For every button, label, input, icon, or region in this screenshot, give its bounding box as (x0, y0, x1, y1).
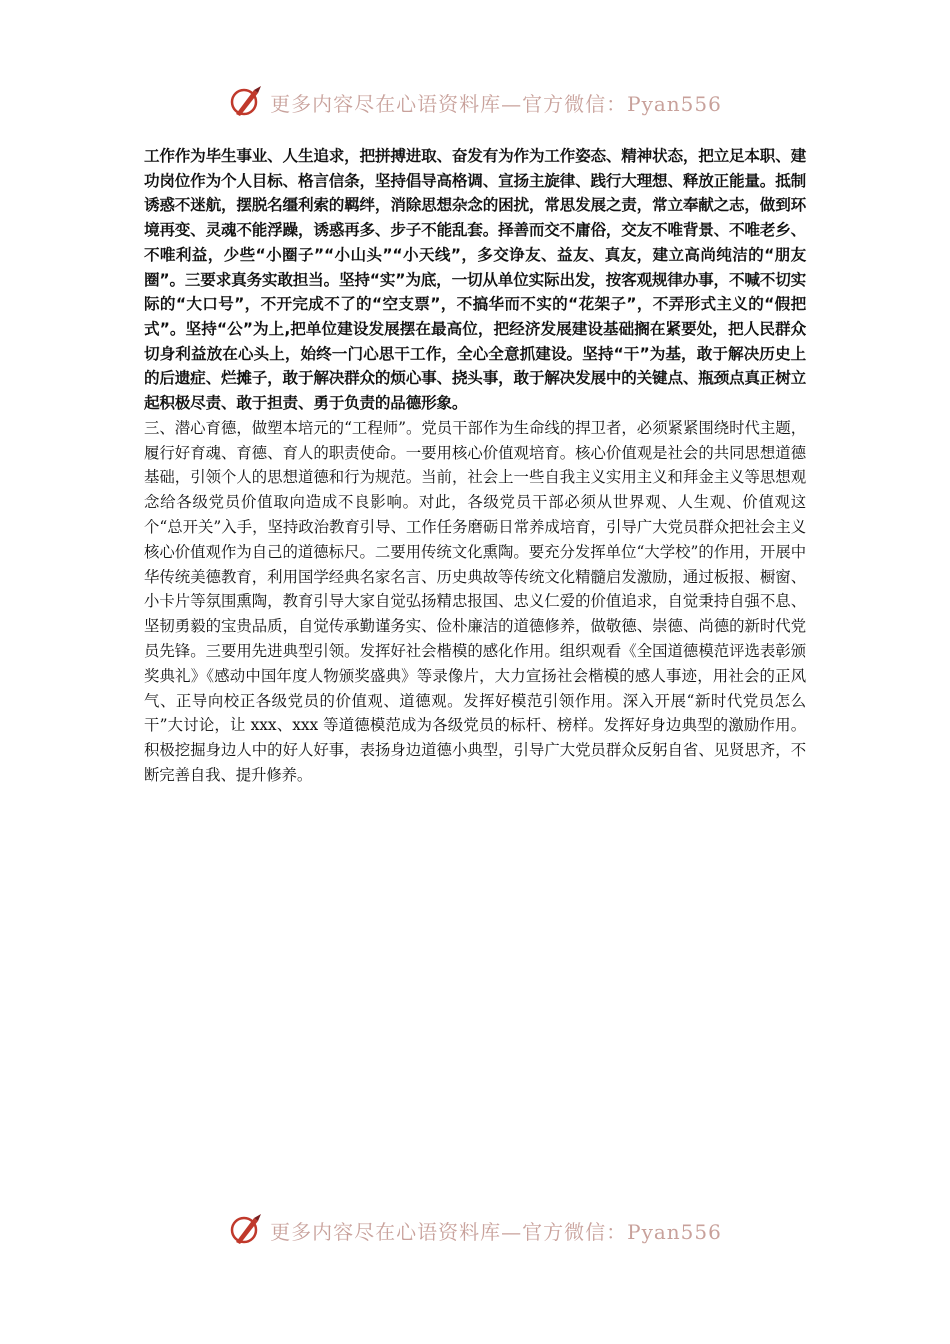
paragraph-section-three: 三、潜心育德，做塑本培元的“工程师”。党员干部作为生命线的捍卫者，必须紧紧围绕时代主题，履行好育魂、育德、育人的职责使命。一要用核心价值观培育。核心价值观是社会的共同思想道德基础，引领个人的思想道德和行为规范。当前，社会上一些自我主义实用主义和拜金主义等思想观念给各级党员价值取向造成不良影响。对此，各级党员干部必须从世界观、人生观、价值观这个“总开关”入手，坚持政治教育引导、工作任务磨砺日常养成培育，引导广大党员群众把社会主义核心价值观作为自己的道德标尺。二要用传统文化熏陶。要充分发挥单位“大学校”的作用，开展中华传统美德教育，利用国学经典名家名言、历史典故等传统文化精髓启发激励，通过板报、橱窗、小卡片等氛围熏陶，教育引导大家自觉弘扬精忠报国、忠义仁爱的价值追求，自觉秉持自强不息、坚韧勇毅的宝贵品质，自觉传承勤谨务实、俭朴廉洁的道德修养，做敬德、崇德、尚德的新时代党员先锋。三要用先进典型引领。发挥好社会楷模的感化作用。组织观看《全国道德模范评选表彰颁奖典礼》《感动中国年度人物颁奖盛典》等录像片，大力宣扬社会楷模的感人事迹，用社会的正风气、正导向校正各级党员的价值观、道德观。发挥好模范引领作用。深入开展“新时代党员怎么干”大讨论，让 xxx、xxx 等道德模范成为各级党员的标杆、榜样。发挥好身边典型的激励作用。积极挖掘身边人中的好人好事，表扬身边道德小典型，引导广大党员群众反躬自省、见贤思齐，不断完善自我、提升修养。 (144, 418, 806, 784)
paragraph-bold-section: 工作作为毕生事业、人生追求，把拼搏进取、奋发有为作为工作姿态、精神状态，把立足本职、建功岗位作为个人目标、格言信条，坚持倡导高格调、宣扬主旋律、践行大理想、释放正能量。抵制诱惑不迷航，摆脱名缰利索的羁绊，消除思想杂念的困扰，常思发展之责，常立奉献之志，做到环境再变、灵魂不能浮躁，诱惑再多、步子不能乱套。择善而交不庸俗，交友不唯背景、不唯老乡、不唯利益，少些“小圈子”“小山头”“小天线”，多交诤友、益友、真友，建立高尚纯洁的“朋友圈”。三要求真务实敢担当。坚持“实”为底，一切从单位实际出发，按客观规律办事，不喊不切实际的“大口号”，不开完成不了的“空支票”，不搞华而不实的“花架子”，不弄形式主义的“假把式”。坚持“公”为上,把单位建设发展摆在最高位，把经济发展建设基础搁在紧要处，把人民群众切身利益放在心头上，始终一门心思干工作，全心全意抓建设。坚持“干”为基，敢于解决历史上的后遗症、烂摊子，敢于解决群众的烦心事、挠头事，敢于解决发展中的关键点、瓶颈点真正树立起积极尽责、敢于担责、勇于负责的品德形象。 (144, 147, 806, 413)
quill-pen-logo-icon (228, 1212, 264, 1248)
header-banner (0, 82, 950, 122)
footer-banner-text: 更多内容尽在心语资料库—官方微信：Pyan556 (270, 1219, 722, 1244)
footer-banner (0, 1210, 950, 1250)
header-banner-text: 更多内容尽在心语资料库—官方微信：Pyan556 (270, 91, 722, 116)
document-body (144, 144, 806, 788)
quill-pen-logo-icon (228, 84, 264, 120)
